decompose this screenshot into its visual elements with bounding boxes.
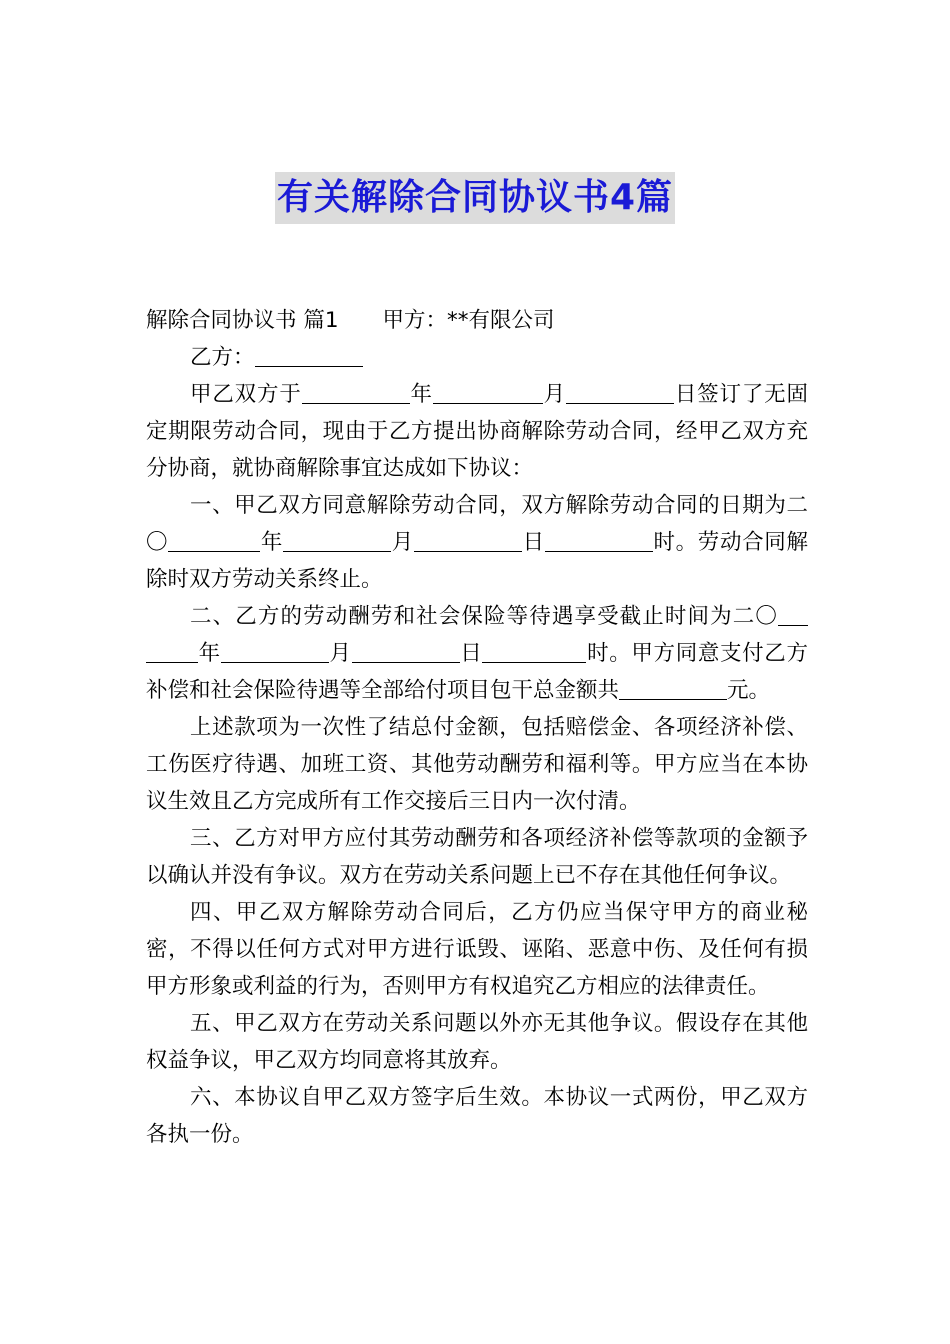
document-body <box>146 302 808 1153</box>
text-span: 时。甲方同意支付乙方补偿和社会保险待遇等全部给付项目包干总金额共 <box>146 641 808 703</box>
blank-line <box>168 529 260 552</box>
title-container <box>0 172 950 224</box>
paragraph-8: 六、本协议自甲乙双方签字后生效。本协议一式两份，甲乙双方各执一份。 <box>146 1085 808 1147</box>
text-span: 日 <box>459 641 483 666</box>
text-span: 年 <box>409 382 433 407</box>
blank-line <box>414 529 522 552</box>
paragraph-6: 四、甲乙双方解除劳动合同后，乙方仍应当保守甲方的商业秘密，不得以任何方式对甲方进行诋毁、诬陷、恶意中伤、及任何有损甲方形象或利益的行为，否则甲方有权追究乙方相应的法律责任。 <box>146 900 808 999</box>
section-heading: 解除合同协议书 篇1 <box>146 308 339 333</box>
blank-line <box>433 381 543 404</box>
text-span: 年 <box>198 641 221 666</box>
paragraph-7: 五、甲乙双方在劳动关系问题以外亦无其他争议。假设存在其他权益争议，甲乙双方均同意将其放弃。 <box>146 1011 808 1073</box>
text-span: 甲乙双方于 <box>190 382 302 407</box>
text-span: 一、甲乙双方同意解除劳动合同，双方解除劳动合同的日期为二〇 <box>146 493 808 555</box>
blank-line <box>146 640 198 663</box>
text-span: 元。 <box>727 678 771 703</box>
document-title: 有关解除合同协议书4篇 <box>275 172 675 224</box>
blank-line <box>482 640 586 663</box>
paragraph-4: 上述款项为一次性了结总付金额，包括赔偿金、各项经济补偿、工伤医疗待遇、加班工资、其他劳动酬劳和福利等。甲方应当在本协议生效且乙方完成所有工作交接后三日内一次付清。 <box>146 715 808 814</box>
paragraph-1 <box>146 376 808 487</box>
blank-line <box>283 529 391 552</box>
blank-line <box>619 677 727 700</box>
text-span: 月 <box>391 530 414 555</box>
text-span: 日 <box>521 530 545 555</box>
party-b-line <box>146 339 808 376</box>
paragraph-5: 三、乙方对甲方应付其劳动酬劳和各项经济补偿等款项的金额予以确认并没有争议。双方在劳动关系问题上已不存在其他任何争议。 <box>146 826 808 888</box>
blank-line <box>255 344 363 367</box>
text-span: 日签订了无固定期限劳动合同，现由于乙方提出协商解除劳动合同，经甲乙双方充分协商，就协商解除事宜达成如下协议： <box>146 382 808 481</box>
heading-line <box>146 302 808 339</box>
party-a: 甲方：**有限公司 <box>382 308 555 333</box>
blank-line <box>566 381 674 404</box>
blank-line <box>302 381 410 404</box>
text-span: 年 <box>260 530 284 555</box>
paragraph-2 <box>146 487 808 598</box>
paragraph-3 <box>146 598 808 709</box>
party-b: 乙方： <box>190 345 255 370</box>
blank-line <box>352 640 460 663</box>
text-span: 时。劳动合同解除时双方劳动关系终止。 <box>146 530 808 592</box>
text-span: 月 <box>542 382 566 407</box>
text-span: 二、乙方的劳动酬劳和社会保险等待遇享受截止时间为二〇 <box>190 604 778 629</box>
blank-line <box>221 640 329 663</box>
blank-line <box>778 603 808 626</box>
text-span: 月 <box>328 641 352 666</box>
blank-line <box>545 529 653 552</box>
